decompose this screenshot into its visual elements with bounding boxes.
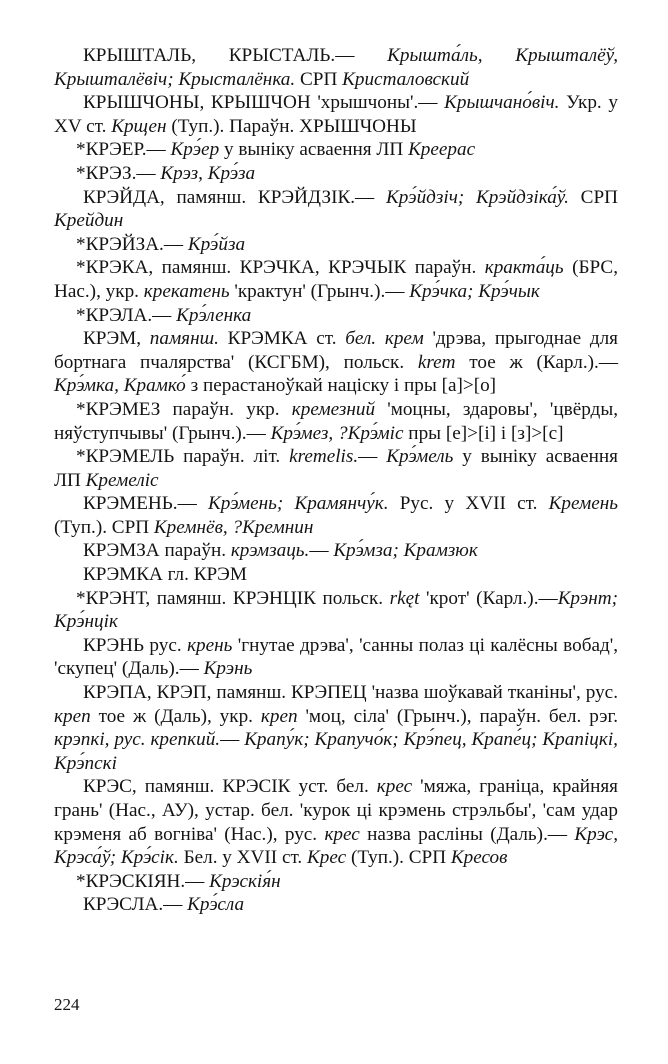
entry-text: (БРС, Нас.), укр. xyxy=(54,257,618,302)
dictionary-entry xyxy=(54,233,618,257)
entry-text: 'гнутае дрэва', 'санны полаз ці калёсны вобад', 'скупец' (Даль).— xyxy=(54,634,618,680)
entry-text: *КРЭКА, памянш. КРЭЧКА, КРЭЧЫК параўн. xyxy=(76,257,485,279)
entry-text: КРЭПА, КРЭП, памянш. КРЭПЕЦ 'назва шоўкавай тканіны', рус. xyxy=(83,682,618,704)
entry-italic-text: Крэ́ер xyxy=(170,139,220,161)
entry-text: Бел. у XVII ст. xyxy=(178,847,308,869)
entry-text: назва расліны (Даль).— xyxy=(359,823,575,845)
entry-text: *КРЭМЕЗ параўн. укр. xyxy=(76,398,292,420)
entry-italic-text: Крэс, Крэса́ў; Крэ́сік. xyxy=(54,823,618,869)
entry-italic-text: крес xyxy=(324,823,360,845)
entry-italic-text: Крышчано́віч. xyxy=(444,92,560,114)
entry-italic-text: Крэ́мень; Крамянчу́к. xyxy=(208,493,389,515)
entry-italic-text: креп xyxy=(260,705,298,727)
dictionary-entry xyxy=(54,304,618,328)
entry-text: КРЭСЛА.— xyxy=(83,894,188,916)
entry-italic-text: kremelis. xyxy=(289,446,359,468)
dictionary-entry xyxy=(54,893,618,917)
entry-italic-text: Крапу́к; Крапучо́к; Крэ́пец, Крапе́ц; Крапіцкі, Крэ́пскі xyxy=(54,729,618,774)
entry-italic-text: Кремеліс xyxy=(85,469,159,491)
entry-text: КРЭМКА ст. xyxy=(218,328,346,350)
entry-italic-text: креп xyxy=(54,705,91,727)
entry-italic-text: Крэ́мез, ?Крэ́міс xyxy=(270,422,404,444)
entry-italic-text: Крэ́ленка xyxy=(176,304,252,326)
dictionary-entry xyxy=(54,870,618,894)
entry-text: у выніку асваення ЛП xyxy=(219,139,409,161)
entry-text: СРП xyxy=(568,186,619,208)
entry-italic-text: крэмзаць. xyxy=(230,540,310,562)
entry-italic-text: Крэ́чка; Крэ́чык xyxy=(409,280,540,302)
entry-italic-text: Крэ́йза xyxy=(187,233,246,255)
entry-italic-text: кремезний xyxy=(291,398,376,420)
entry-text: КРЭС, памянш. КРЭСІК уст. бел. xyxy=(83,776,377,798)
entry-text: тое ж (Карл.).— xyxy=(455,351,619,373)
entry-italic-text: бел. крем xyxy=(345,328,424,350)
entry-italic-text: Крэскія́н xyxy=(209,870,281,892)
entry-text: — xyxy=(309,540,334,562)
dictionary-entry xyxy=(54,445,618,492)
entry-italic-text: Крейдин xyxy=(54,210,124,232)
dictionary-entry xyxy=(54,492,618,539)
entry-italic-text: крень xyxy=(187,634,233,656)
dictionary-entry xyxy=(54,44,618,91)
entry-text: СРП xyxy=(295,68,343,90)
dictionary-entry xyxy=(54,563,618,587)
entry-text: *КРЭЕР.— xyxy=(76,139,171,161)
entry-text: КРЭМЕНЬ.— xyxy=(83,493,209,515)
entry-text: *КРЭЗ.— xyxy=(76,162,161,184)
dictionary-entry xyxy=(54,398,618,445)
entry-italic-text: крэпкі, рус. крепкий. xyxy=(54,729,221,751)
entry-italic-text: Кристаловский xyxy=(342,68,470,90)
entry-italic-text: памянш. xyxy=(149,328,219,350)
entry-text: 'моц, сіла' (Грынч.), параўн. бел. рэг. xyxy=(297,705,618,727)
entry-text: *КРЭЙЗА.— xyxy=(76,233,188,255)
dictionary-page xyxy=(54,44,618,917)
entry-text: (Туп.). СРП xyxy=(54,516,154,538)
entry-italic-text: Крэ́сла xyxy=(187,894,245,916)
dictionary-entry xyxy=(54,587,618,634)
entry-italic-text: кракта́ць xyxy=(484,257,564,279)
entry-text: *КРЭЛА.— xyxy=(76,304,177,326)
entry-text: у выніку асваення ЛП xyxy=(54,446,618,491)
entry-italic-text: rkęt xyxy=(389,587,420,609)
entry-italic-text: Кресов xyxy=(450,847,508,869)
entry-text: з перастаноўкай націску і пры [а]>[о] xyxy=(185,375,497,397)
entry-italic-text: Крэ́йдзіч; Крэйдзіка́ў. xyxy=(386,186,569,208)
entry-italic-text: Кремень xyxy=(548,493,618,515)
entry-text: 'крактун' (Грынч.).— xyxy=(229,280,410,302)
entry-text: Укр. у XV ст. xyxy=(54,92,618,137)
entry-text: КРЫШТАЛЬ, КРЫСТАЛЬ.— xyxy=(83,45,388,66)
entry-text: КРЫШЧОНЫ, КРЫШЧОН 'хрышчоны'.— xyxy=(83,92,445,114)
entry-text: — xyxy=(220,729,245,751)
entry-italic-text: Крэ́мель xyxy=(386,446,454,468)
entry-text: КРЭЙДА, памянш. КРЭЙДЗІК.— xyxy=(83,186,387,208)
entry-text: *КРЭМЕЛЬ параўн. літ. xyxy=(76,446,290,468)
entry-text: 'дрэва, прыгоднае для бортнага пчалярства' (КСГБМ), польск. xyxy=(54,328,618,373)
entry-text: (Туп.). СРП xyxy=(346,847,451,869)
entry-italic-text: Кремнёв, ?Кремнин xyxy=(153,516,314,538)
entry-italic-text: Крэ́мза; Крамзюк xyxy=(333,540,478,562)
entry-text: КРЭМ, xyxy=(83,328,150,350)
entry-text: пры [е]>[і] і [з]>[с] xyxy=(403,422,564,444)
entry-text: КРЭНЬ рус. xyxy=(83,634,188,656)
entry-italic-text: крес xyxy=(376,776,413,798)
dictionary-entry xyxy=(54,91,618,138)
entry-italic-text: Крышта́ль, Крышталёў, Крышталёвіч; Крысталёнка. xyxy=(54,45,618,90)
dictionary-entry xyxy=(54,681,618,775)
dictionary-entry xyxy=(54,539,618,563)
entry-text: КРЭМЗА параўн. xyxy=(83,540,231,562)
entry-text: Рус. у XVII ст. xyxy=(388,493,549,515)
entry-italic-text: Креерас xyxy=(408,139,476,161)
entry-text: *КРЭНТ, памянш. КРЭНЦІК польск. xyxy=(76,587,390,609)
entry-text: *КРЭСКІЯН.— xyxy=(76,870,210,892)
entry-italic-text: Крщен xyxy=(111,115,167,137)
entry-text: (Туп.). Параўн. ХРЫШЧОНЫ xyxy=(166,115,417,137)
entry-text: — xyxy=(358,446,387,468)
entry-italic-text: krem xyxy=(417,351,456,373)
dictionary-entry xyxy=(54,327,618,398)
dictionary-entry xyxy=(54,186,618,233)
entry-text: тое ж (Даль), укр. xyxy=(90,705,261,727)
dictionary-entry xyxy=(54,138,618,162)
entry-italic-text: Крэнт; Крэ́нцік xyxy=(54,587,618,633)
entry-text: 'моцны, здаровы', 'цвёрды, няўступчывы' (Грынч.).— xyxy=(54,398,619,444)
dictionary-entry xyxy=(54,256,618,303)
entry-italic-text: Крэ́мка, Крамко́ xyxy=(54,375,186,397)
page-number: 224 xyxy=(54,995,80,1014)
entry-text: 'мяжа, граніца, крайняя грань' (Нас., АУ), устар. бел. 'курок ці крэмень стрэльбы', 'сам удар крэменя аб вогніва' (Нас.), рус. xyxy=(54,776,618,845)
entry-italic-text: Крэнь xyxy=(203,658,253,680)
dictionary-entry xyxy=(54,775,618,869)
entry-text: КРЭМКА гл. КРЭМ xyxy=(83,564,247,586)
entry-italic-text: крекатень xyxy=(143,280,230,302)
dictionary-entry xyxy=(54,634,618,681)
entry-list xyxy=(54,44,618,917)
entry-italic-text: Крес xyxy=(307,847,347,869)
entry-italic-text: Крэз, Крэ́за xyxy=(160,162,256,184)
dictionary-entry xyxy=(54,162,618,186)
entry-text: 'крот' (Карл.).— xyxy=(419,587,558,609)
